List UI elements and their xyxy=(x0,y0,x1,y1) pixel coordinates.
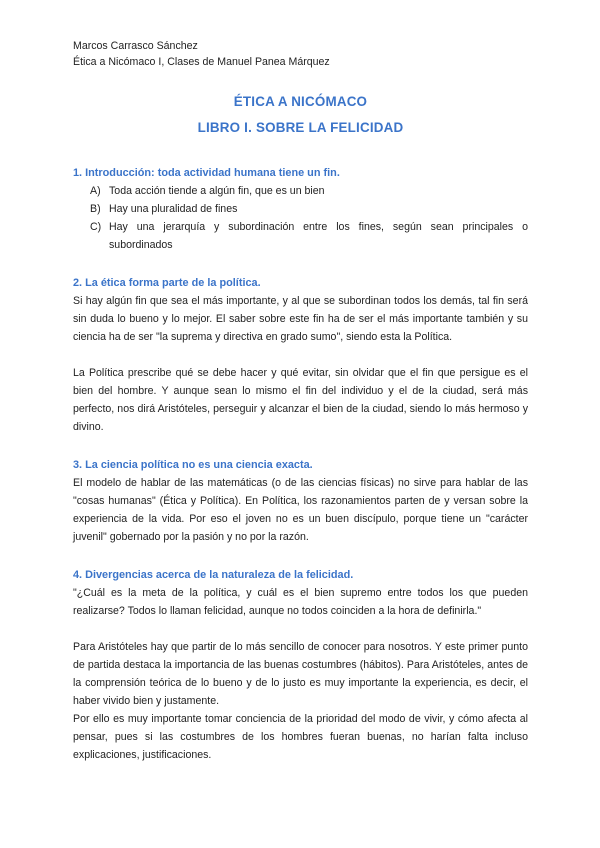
list-letter: B) xyxy=(90,203,101,215)
section-1-list xyxy=(73,182,528,254)
book-title: LIBRO I. SOBRE LA FELICIDAD xyxy=(197,120,404,135)
list-item xyxy=(73,200,528,218)
section-1-heading: 1. Introducción: toda actividad humana tiene un fin. xyxy=(73,167,340,179)
main-title: ÉTICA A NICÓMACO xyxy=(233,94,368,109)
section-2 xyxy=(73,275,528,436)
list-letter: C) xyxy=(90,221,102,233)
paragraph: Si hay algún fin que sea el más importante, y al que se subordinan todos los demás, tal fin será sin duda lo bueno y lo mejor. El saber sobre este fin ha de ser el más importante también y su ciencia ha de ser "la suprema y directiva en grado sumo", siendo esta la Política. xyxy=(73,295,528,343)
section-3-heading: 3. La ciencia política no es una ciencia exacta. xyxy=(73,459,313,471)
list-item-text: Hay una jerarquía y subordinación entre los fines, según sean principales o subordinados xyxy=(109,221,528,251)
list-letter: A) xyxy=(90,185,101,197)
list-item xyxy=(73,182,528,200)
paragraph: Para Aristóteles hay que partir de lo más sencillo de conocer para nosotros. Y este primer punto de partida destaca la importancia de las buenas costumbres (hábitos). Para Aristóteles, antes de la comprensión teórica de lo bueno y de lo justo es muy importante la experiencia, es decir, el haber vivido bien y justamente. xyxy=(73,641,528,707)
author-name: Marcos Carrasco Sánchez xyxy=(73,40,198,52)
quote-paragraph: "¿Cuál es la meta de la política, y cuál es el bien supremo entre todos los que pueden realizarse? Todos lo llaman felicidad, aunque no todos coinciden a la hora de definirla." xyxy=(73,587,528,617)
list-item xyxy=(73,218,528,254)
section-4-heading: 4. Divergencias acerca de la naturaleza de la felicidad. xyxy=(73,569,354,581)
section-4 xyxy=(73,567,528,764)
list-item-text: Hay una pluralidad de fines xyxy=(109,203,238,215)
section-2-heading: 2. La ética forma parte de la política. xyxy=(73,277,261,289)
paragraph: La Política prescribe qué se debe hacer y qué evitar, sin olvidar que el fin que persigue es el bien del hombre. Y aunque sean lo mismo el fin del individuo y el de la ciudad, será más perfecto, nos dirá Aristóteles, perseguir y alcanzar el bien de la ciudad, siendo lo más hermoso y divino. xyxy=(73,367,528,433)
title-block xyxy=(73,89,528,141)
paragraph: El modelo de hablar de las matemáticas (o de las ciencias físicas) no sirve para hablar de las "cosas humanas" (Ética y Política). En Política, los razonamientos parten de y versan sobre la experiencia de la vida. Por eso el joven no es un buen discípulo, porque tiene un "carácter juvenil" gobernado por la pasión y no por la razón. xyxy=(73,477,528,543)
list-item-text: Toda acción tiende a algún fin, que es un bien xyxy=(109,185,325,197)
section-3 xyxy=(73,457,528,546)
section-1 xyxy=(73,165,528,254)
paragraph: Por ello es muy importante tomar conciencia de la prioridad del modo de vivir, y cómo afecta al pensar, pues si las costumbres de los hombres fueran buenas, no harían falta incluso explicaciones, justificaciones. xyxy=(73,713,528,761)
document-subtitle: Ética a Nicómaco I, Clases de Manuel Panea Márquez xyxy=(73,56,330,68)
